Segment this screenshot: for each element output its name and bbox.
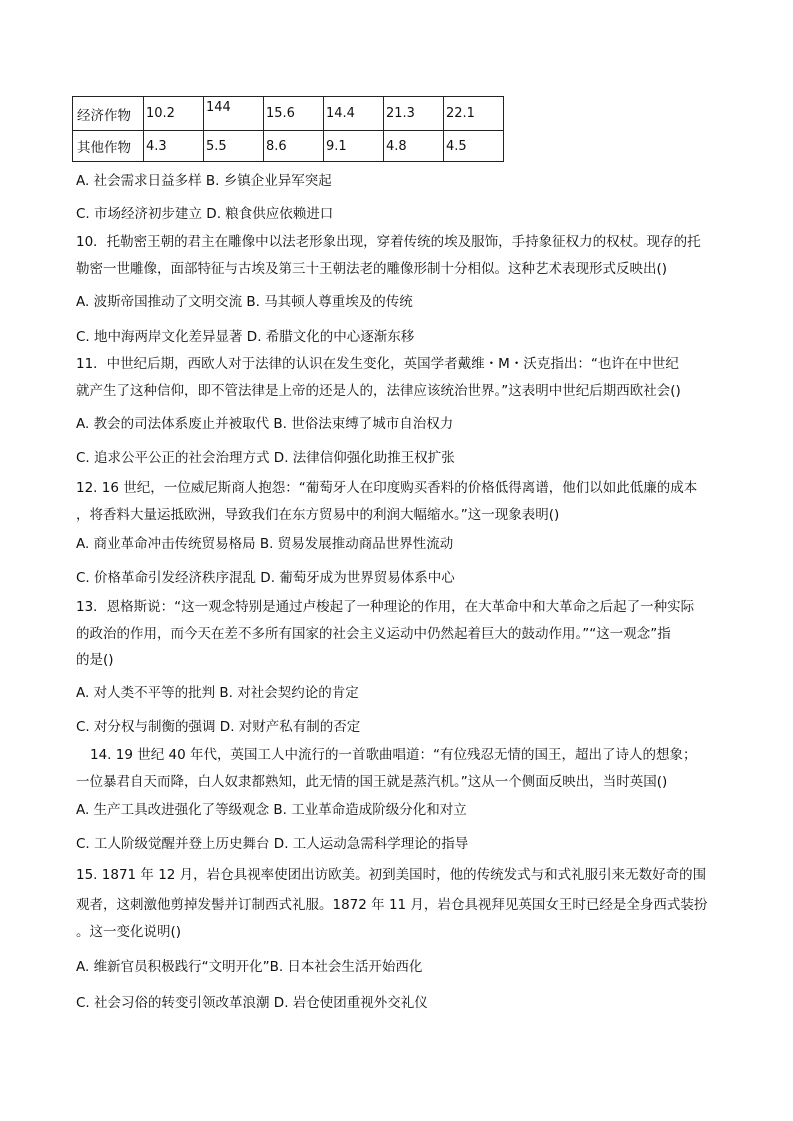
question-text: 的是() bbox=[76, 652, 114, 668]
answer-options: A. 维新官员积极践行“文明开化”B. 日本社会生活开始西化 bbox=[76, 959, 423, 975]
question-text: 14. 19 世纪 40 年代，英国工人中流行的一首歌曲唱道：“有位残忍无情的国王，超出了诗人的想象； bbox=[90, 747, 697, 763]
table-row bbox=[73, 97, 504, 131]
table-cell: 144 bbox=[204, 97, 264, 131]
answer-options: A. 波斯帝国推动了文明交流 B. 马其顿人尊重埃及的传统 bbox=[76, 294, 413, 310]
question-text: 10．托勒密王朝的君主在雕像中以法老形象出现，穿着传统的埃及服饰，手持象征权力的权杖。现存的托 bbox=[76, 234, 701, 250]
question-text: 一位暴君自天而降，白人奴隶都熟知，此无情的国王就是蒸汽机。”这从一个侧面反映出，当时英国() bbox=[76, 774, 668, 790]
answer-options: C. 对分权与制衡的强调 D. 对财产私有制的否定 bbox=[76, 719, 361, 735]
question-text: 就产生了这种信仰，即不管法律是上帝的还是人的，法律应该统治世界。”这表明中世纪后期西欧社会() bbox=[76, 383, 681, 399]
answer-options: C. 市场经济初步建立 D. 粮食供应依赖进口 bbox=[76, 206, 334, 222]
question-text: 15. 1871 年 12 月，岩仓具视率使团出访欧美。初到美国时，他的传统发式与和式礼服引来无数好奇的围 bbox=[76, 867, 707, 883]
table-cell: 10.2 bbox=[144, 97, 204, 131]
table-cell: 15.6 bbox=[264, 97, 324, 131]
question-text: 。这一变化说明() bbox=[76, 924, 182, 940]
question-text: 13．恩格斯说：“这一观念特别是通过卢梭起了一种理论的作用，在大革命中和大革命之后起了一种实际 bbox=[76, 599, 695, 615]
answer-options: A. 生产工具改进强化了等级观念 B. 工业革命造成阶级分化和对立 bbox=[76, 802, 467, 818]
answer-options: A. 对人类不平等的批判 B. 对社会契约论的肯定 bbox=[76, 685, 359, 701]
answer-options: A. 社会需求日益多样 B. 乡镇企业异军突起 bbox=[76, 173, 332, 189]
answer-options: A. 教会的司法体系废止并被取代 B. 世俗法束缚了城市自治权力 bbox=[76, 416, 454, 432]
table-row bbox=[73, 131, 504, 162]
question-text: 勒密一世雕像，面部特征与古埃及第三十王朝法老的雕像形制十分相似。这种艺术表现形式反映出() bbox=[76, 261, 668, 277]
answer-options: C. 价格革命引发经济秩序混乱 D. 葡萄牙成为世界贸易体系中心 bbox=[76, 570, 455, 586]
table-cell: 9.1 bbox=[324, 131, 384, 162]
answer-options: C. 地中海两岸文化差异显著 D. 希腊文化的中心逐渐东移 bbox=[76, 329, 415, 345]
answer-options: A. 商业革命冲击传统贸易格局 B. 贸易发展推动商品世界性流动 bbox=[76, 536, 454, 552]
table-row-label: 经济作物 bbox=[73, 97, 144, 131]
table-cell: 5.5 bbox=[204, 131, 264, 162]
table-cell: 14.4 bbox=[324, 97, 384, 131]
table-cell: 4.5 bbox=[444, 131, 504, 162]
question-text: 12. 16 世纪，一位威尼斯商人抱怨：“葡萄牙人在印度购买香料的价格低得离谱，他们以如此低廉的成本 bbox=[76, 480, 698, 496]
table-row-label: 其他作物 bbox=[73, 131, 144, 162]
answer-options: C. 社会习俗的转变引领改革浪潮 D. 岩仓使团重视外交礼仪 bbox=[76, 995, 428, 1011]
answer-options: C. 追求公平公正的社会治理方式 D. 法律信仰强化助推王权扩张 bbox=[76, 450, 455, 466]
crop-data-table bbox=[72, 96, 504, 162]
question-text: ，将香料大量运抵欧洲，导致我们在东方贸易中的利润大幅缩水。”这一现象表明() bbox=[76, 507, 560, 523]
answer-options: C. 工人阶级觉醒并登上历史舞台 D. 工人运动急需科学理论的指导 bbox=[76, 836, 469, 852]
table-cell: 8.6 bbox=[264, 131, 324, 162]
table-cell: 21.3 bbox=[384, 97, 444, 131]
table-cell: 4.8 bbox=[384, 131, 444, 162]
table-cell: 22.1 bbox=[444, 97, 504, 131]
question-text: 的政治的作用，而今天在差不多所有国家的社会主义运动中仍然起着巨大的鼓动作用。”“这一观念”指 bbox=[76, 626, 671, 642]
question-text: 11．中世纪后期，西欧人对于法律的认识在发生变化，英国学者戴维・M・沃克指出：“也许在中世纪 bbox=[76, 356, 679, 372]
table-cell: 4.3 bbox=[144, 131, 204, 162]
question-text: 观者，这刺激他剪掉发髻并订制西式礼服。1872 年 11 月，岩仓具视拜见英国女王时已经是全身西式装扮 bbox=[76, 897, 708, 913]
